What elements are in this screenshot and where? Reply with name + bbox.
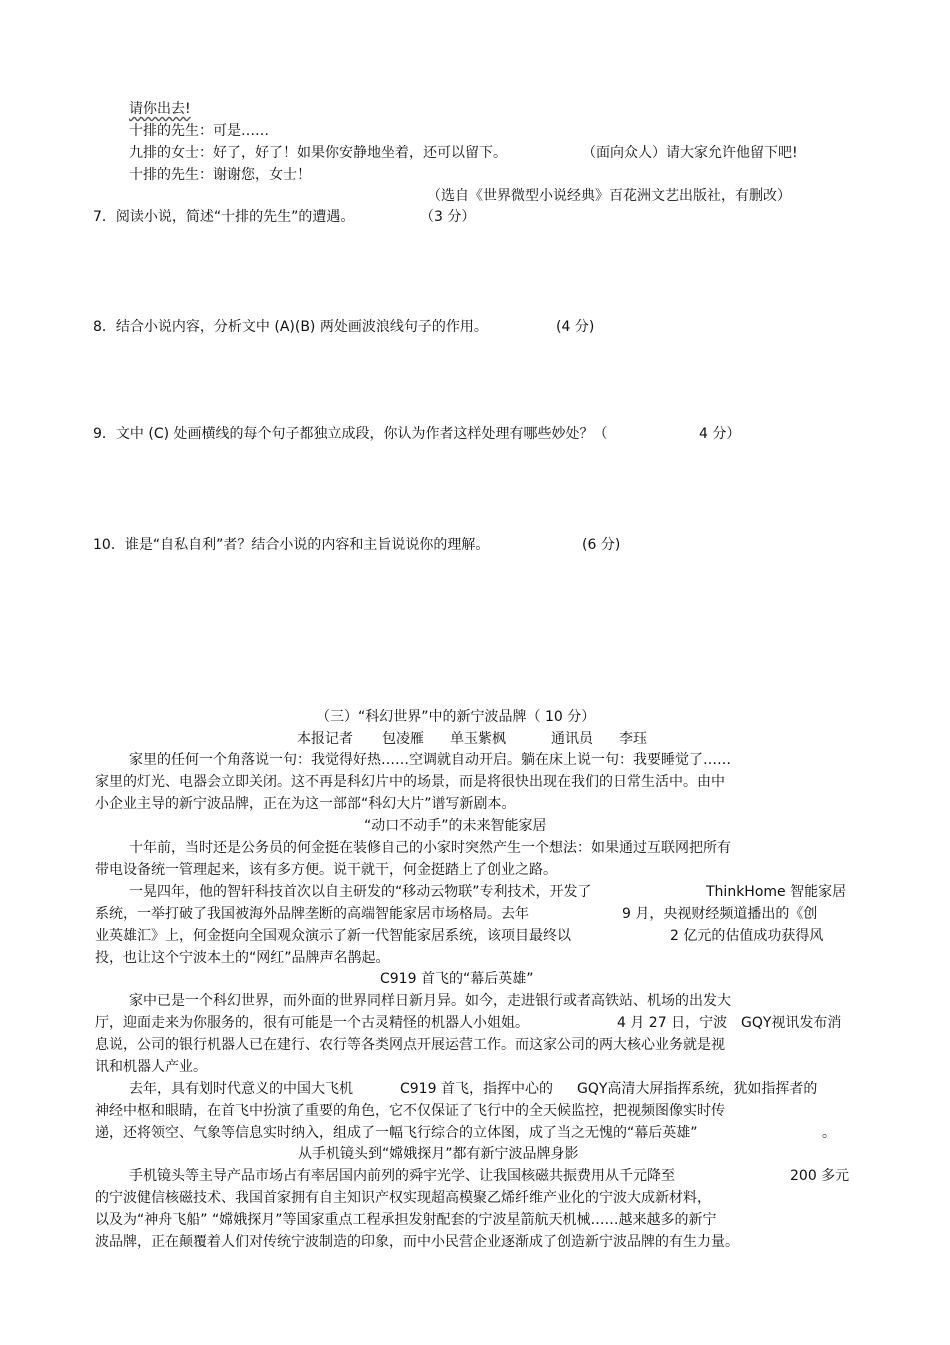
article-subheading-c919: C919 首飞的“幕后英雄”	[380, 971, 534, 987]
excerpt-line-gentleman-row10-b: 十排的先生：谢谢您，女士！	[129, 167, 311, 183]
article-paragraph-5-line-3-tail: 。	[822, 1125, 836, 1141]
excerpt-line-gentleman-row10-a: 十排的先生：可是……	[129, 123, 269, 139]
article-paragraph-1-line-2: 家里的灯光、电器会立即关闭。这不再是科幻片中的场景，而是将很快出现在我们的日常生活中。由中	[95, 774, 725, 790]
excerpt-source-note: （选自《世界微型小说经典》百花洲文艺出版社，有删改）	[427, 188, 791, 204]
article-paragraph-1-line-1: 家里的任何一个角落说一句：我觉得好热……空调就自动开启。躺在床上说一句：我要睡觉了……	[129, 752, 731, 768]
question-8: 8．结合小说内容，分析文中 (A)(B) 两处画波浪线句子的作用。	[93, 319, 488, 335]
article-paragraph-3-line-1: 一晃四年，他的智轩科技首次以自主研发的“移动云物联”专利技术，开发了	[129, 884, 592, 900]
article-paragraph-5-line-1-tail: GQY高清大屏指挥系统，犹如指挥者的	[577, 1081, 818, 1097]
article-paragraph-3-line-2-tail: 9 月，央视财经频道播出的《创	[622, 906, 818, 922]
article-paragraph-3-line-2: 系统，一举打破了我国被海外品牌垄断的高端智能家居市场格局。去年	[95, 906, 529, 922]
article-byline-reporter-2: 单玉紫枫	[450, 731, 506, 747]
article-paragraph-6-line-1: 手机镜头等主导产品市场占有率居国内前列的舜宇光学、让我国核磁共振费用从千元降至	[129, 1168, 675, 1184]
article-paragraph-4-line-2-date: 4 月 27 日，宁波	[617, 1015, 728, 1031]
article-paragraph-3-line-4: 投，也让这个宁波本土的“网红”品牌声名鹊起。	[95, 950, 390, 966]
question-8-score: (4 分)	[556, 319, 595, 335]
article-title: （三）“科幻世界”中的新宁波品牌（ 10 分）	[316, 709, 596, 725]
article-paragraph-6-line-4: 波品牌，正在颠覆着人们对传统宁波制造的印象，而中小民营企业逐渐成了创造新宁波品牌的有生力量。	[95, 1234, 739, 1250]
article-paragraph-4-line-2-tail: GQY视讯发布消	[741, 1015, 842, 1031]
article-paragraph-4-line-1: 家中已是一个科幻世界，而外面的世界同样日新月异。如今，走进银行或者高铁站、机场的出发大	[129, 993, 731, 1009]
article-paragraph-4-line-2: 厅，迎面走来为你服务的，很有可能是一个古灵精怪的机器人小姐姐。	[95, 1015, 529, 1031]
article-paragraph-5-line-3: 递，还将领空、气象等信息实时纳入，组成了一幅飞行综合的立体图，成了当之无愧的“幕后英雄”	[95, 1125, 698, 1141]
article-paragraph-6-line-3: 以及为“神舟飞船” “嫦娥探月”等国家重点工程承担发射配套的宁波星箭航天机械……越来越多的新宁	[95, 1212, 717, 1228]
article-paragraph-3-line-3-tail: 2 亿元的估值成功获得风	[670, 928, 824, 944]
article-paragraph-5-line-1-mid: C919 首飞，指挥中心的	[400, 1081, 553, 1097]
question-10-score: (6 分)	[582, 537, 621, 553]
article-byline-reporter-1: 包凌雁	[382, 731, 424, 747]
excerpt-line-please-leave: 请你出去!	[129, 101, 191, 117]
article-paragraph-2-line-2: 带电设备统一管理起来，该有多方便。说干就干，何金挺踏上了创业之路。	[95, 862, 557, 878]
article-paragraph-5-line-1: 去年，具有划时代意义的中国大飞机	[129, 1081, 353, 1097]
article-subheading-smart-home: “动口不动手”的未来智能家居	[364, 818, 547, 834]
article-paragraph-3-line-1-tail: ThinkHome 智能家居	[706, 884, 847, 900]
article-paragraph-6-line-2: 的宁波健信核磁技术、我国首家拥有自主知识产权实现超高模聚乙烯纤维产业化的宁波大成新材料，	[95, 1190, 711, 1206]
article-paragraph-6-line-1-tail: 200 多元	[790, 1168, 850, 1184]
article-paragraph-1-line-3: 小企业主导的新宁波品牌，正在为这一部部“科幻大片”谱写新剧本。	[95, 796, 516, 812]
article-paragraph-2-line-1: 十年前，当时还是公务员的何金挺在装修自己的小家时突然产生一个想法：如果通过互联网把所有	[129, 840, 731, 856]
excerpt-line-lady-row9-aside: （面向众人）请大家允许他留下吧!	[582, 145, 798, 161]
excerpt-line-lady-row9: 九排的女士：好了，好了！如果你安静地坐着，还可以留下。	[129, 145, 507, 161]
article-byline-correspondent-label: 通讯员	[551, 731, 593, 747]
article-paragraph-5-line-2: 神经中枢和眼睛，在首飞中扮演了重要的角色，它不仅保证了飞行中的全天候监控，把视频图像实时传	[95, 1103, 725, 1119]
question-10: 10．谁是“自私自利”者？结合小说的内容和主旨说说你的理解。	[93, 537, 490, 553]
article-paragraph-4-line-3: 息说，公司的银行机器人已在建行、农行等各类网点开展运营工作。而这家公司的两大核心业务就是视	[95, 1037, 725, 1053]
question-7: 7．阅读小说，简述“十排的先生”的遭遇。	[93, 209, 355, 225]
question-9: 9．文中 (C) 处画横线的每个句子都独立成段，你认为作者这样处理有哪些妙处？（	[93, 426, 608, 442]
article-subheading-lens-to-moon: 从手机镜头到“嫦娥探月”都有新宁波品牌身影	[298, 1146, 579, 1162]
question-7-score: （3 分）	[420, 209, 476, 225]
article-byline-correspondent: 李珏	[619, 731, 647, 747]
article-paragraph-4-line-4: 讯和机器人产业。	[95, 1059, 207, 1075]
article-paragraph-3-line-3: 业英雄汇》上，何金挺向全国观众演示了新一代智能家居系统，该项目最终以	[95, 928, 571, 944]
article-byline-reporter-label: 本报记者	[297, 731, 353, 747]
question-9-score: 4 分）	[699, 426, 741, 442]
